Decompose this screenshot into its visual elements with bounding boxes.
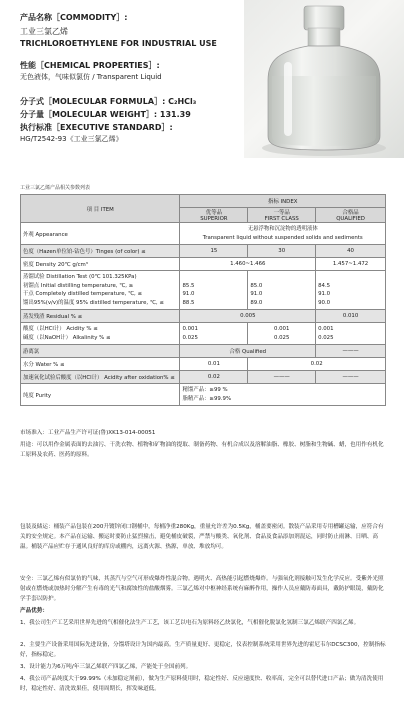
distillation-label: 蒸馏试验 Distillation Test (0℃ 101.325KPa) 初馏点 Initial distilling temperature, ℃, ≥ 干点 Completely distilled temperature, ℃, ≤ 馏出95%(v/v)的温度 95% distilled temperature, ℃, ≤ (21, 271, 180, 310)
water-first-qualified: 0.02 (248, 358, 386, 371)
free-chlorine-qualified: ——— (316, 345, 386, 358)
appearance-value: 无悬浮物和沉淀物的透明液体 Transparent liquid without suspended solids and sediments (180, 223, 386, 245)
properties-label: 性能［CHEMICAL PROPERTIES］: (20, 61, 160, 70)
table-row-free-chlorine (21, 345, 386, 358)
table-row-acidity (21, 323, 386, 345)
free-chlorine-superior-first: 合格 Qualified (180, 345, 316, 358)
commodity-name-cn: 工业三氯乙烯 (20, 27, 68, 36)
oxidation-qualified: ——— (316, 371, 386, 384)
table-caption: 工业三氯乙烯产品相关参数列表 (20, 185, 91, 191)
purity-label: 纯度 Purity (21, 384, 180, 406)
color-first: 30 (248, 245, 316, 258)
product-bottle-image (244, 0, 404, 158)
table-row-color (21, 245, 386, 258)
standard-value: HG/T2542-93《工业三氯乙烯》 (20, 135, 123, 143)
col-item-header: 项 目 ITEM (21, 195, 180, 223)
residual-superior-first: 0.005 (180, 310, 316, 323)
water-label: 水分 Water % ≤ (21, 358, 180, 371)
bottle-illustration (244, 0, 404, 158)
license-text: 市场准入：工业产品生产许可证(鲁)XK13-014-00051 (20, 430, 156, 436)
table-row-oxidation (21, 371, 386, 384)
packing-text: 包装及储运：桶装产品包装在200升镀锌闭口钢桶中，每桶净重280Kg，重量允许差为0.5Kg，桶盖要密闭。散装产品采用专用槽罐运输，应符合有关的安全规定。本产品在运输、搬运时要防止猛烈撞击，避免桶皮破裂，严禁与酸类、氧化剂、食品及食品添加剂混运，同时防止雨淋、日晒、高温。桶装产品应贮存于通风良好的库房或棚内，远离火源、热源，单放、堆放均可。 (20, 524, 384, 550)
advantage-item-2: 2、主要生产设备采用国际先进设备，分馏塔设计为国内最高。生产质量更好、更稳定，仪表控制系统采用世界先进的霍尼韦尔DCSC300，控制指标好，指标稳定。 (20, 642, 386, 658)
table-row-density (21, 258, 386, 271)
distillation-superior: 85.5 91.0 88.5 (180, 271, 248, 310)
col-qualified-header: 合格品 QUALIFIED (316, 208, 386, 223)
table-header-row (21, 195, 386, 208)
purity-value: 精馏产品：≥99 % 脂精产品：≥99.9% (180, 384, 386, 406)
advantage-item-3: 3、设计能力为6万吨/年三氯乙烯联产四氯乙烯，产能处于全国前列。 (20, 664, 192, 670)
color-label: 色度（Hazen单位铂-钴色号）Tinges (of color) ≤ (21, 245, 180, 258)
commodity-label: 产品名称［COMMODITY］: (20, 13, 128, 22)
density-qualified: 1.457~1.472 (316, 258, 386, 271)
table-row-appearance (21, 223, 386, 245)
col-first-header: 一等品 FIRST CLASS (248, 208, 316, 223)
table-row-purity (21, 384, 386, 406)
formula-row (20, 98, 196, 106)
oxidation-superior: 0.02 (180, 371, 248, 384)
appearance-label: 外观 Appearance (21, 223, 180, 245)
properties-value: 无色液体，气味似氯仿 / Transparent Liquid (20, 73, 162, 81)
residual-label: 蒸发残渣 Residual % ≤ (21, 310, 180, 323)
acidity-label: 酸度（以HCl计） Acidity % ≤ 碱度（以NaOH计） Alkalinity % ≤ (21, 323, 180, 345)
free-chlorine-label: 游离氯 (21, 345, 180, 358)
table-row-water (21, 358, 386, 371)
residual-qualified: 0.010 (316, 310, 386, 323)
water-superior: 0.01 (180, 358, 248, 371)
distillation-first: 85.0 91.0 89.0 (248, 271, 316, 310)
formula-value: C₂HCl₃ (168, 97, 197, 106)
acidity-qualified: 0.001 0.025 (316, 323, 386, 345)
table-row-distillation (21, 271, 386, 310)
formula-label: 分子式［MOLECULAR FORMULA］: (20, 97, 169, 106)
safety-text: 安全：三氯乙烯有似氯仿的气味，其蒸汽与空气可形成爆炸性混合物。遇明火、高热能引起燃烧爆炸。与强氧化剂接触可发生化学反应。受紫外光照射或在燃烧或加热时分解产生有毒的光气和腐蚀性的盐酸烟雾。三氯乙烯对中枢神经系统有麻醉作用，操作人员应戴防毒面具，戴防护眼镜，戴防化学手套以防护。 (20, 576, 384, 602)
weight-row (20, 111, 191, 119)
oxidation-label: 加速氧化试验后酸度（以HCl计） Acidity after oxidation% ≤ (21, 371, 180, 384)
density-superior-first: 1.460~1.466 (180, 258, 316, 271)
advantage-title: 产品优势： (20, 608, 48, 614)
weight-label: 分子量［MOLECULAR WEIGHT］: (20, 110, 160, 119)
color-qualified: 40 (316, 245, 386, 258)
usage-text: 用途：可以用作金属表面的去油污、干洗衣物、植物和矿物油的提取、制备药物、有机合成以及溶解油脂、橡胶、树脂和生物碱、蜡，也用作有机化工原料及农药、医药的原料。 (20, 442, 384, 458)
density-label: 密度 Density 20℃ g/cm³ (21, 258, 180, 271)
commodity-name-en: TRICHLOROETHYLENE FOR INDUSTRIAL USE (20, 39, 217, 48)
table-row-residual (21, 310, 386, 323)
acidity-first: 0.001 0.025 (248, 323, 316, 345)
advantage-item-4: 4、我公司产品纯度大于99.99%（未加稳定剂前），做为生产原料使用时，稳定性好、反应速度快、收率高，完全可以替代进口产品；做为清洗使用时，稳定性好、清洗效果佳，使用周期长，挥发味道低。 (20, 676, 384, 692)
acidity-superior: 0.001 0.025 (180, 323, 248, 345)
distillation-qualified: 84.5 91.0 90.0 (316, 271, 386, 310)
weight-value: 131.39 (159, 110, 191, 119)
oxidation-first: ——— (248, 371, 316, 384)
color-superior: 15 (180, 245, 248, 258)
col-superior-header: 优等品 SUPERIOR (180, 208, 248, 223)
advantage-item-1: 1、我公司生产工艺采用世界先进的气相催化法生产工艺，该工艺以电石为原料经乙炔氯化，气相催化脱氯化氢制三氯乙烯联产四氯乙烯。 (20, 620, 360, 626)
col-index-header: 指标 INDEX (180, 195, 386, 208)
spec-table (20, 194, 386, 406)
standard-label: 执行标准［EXECUTIVE STANDARD］: (20, 123, 173, 132)
